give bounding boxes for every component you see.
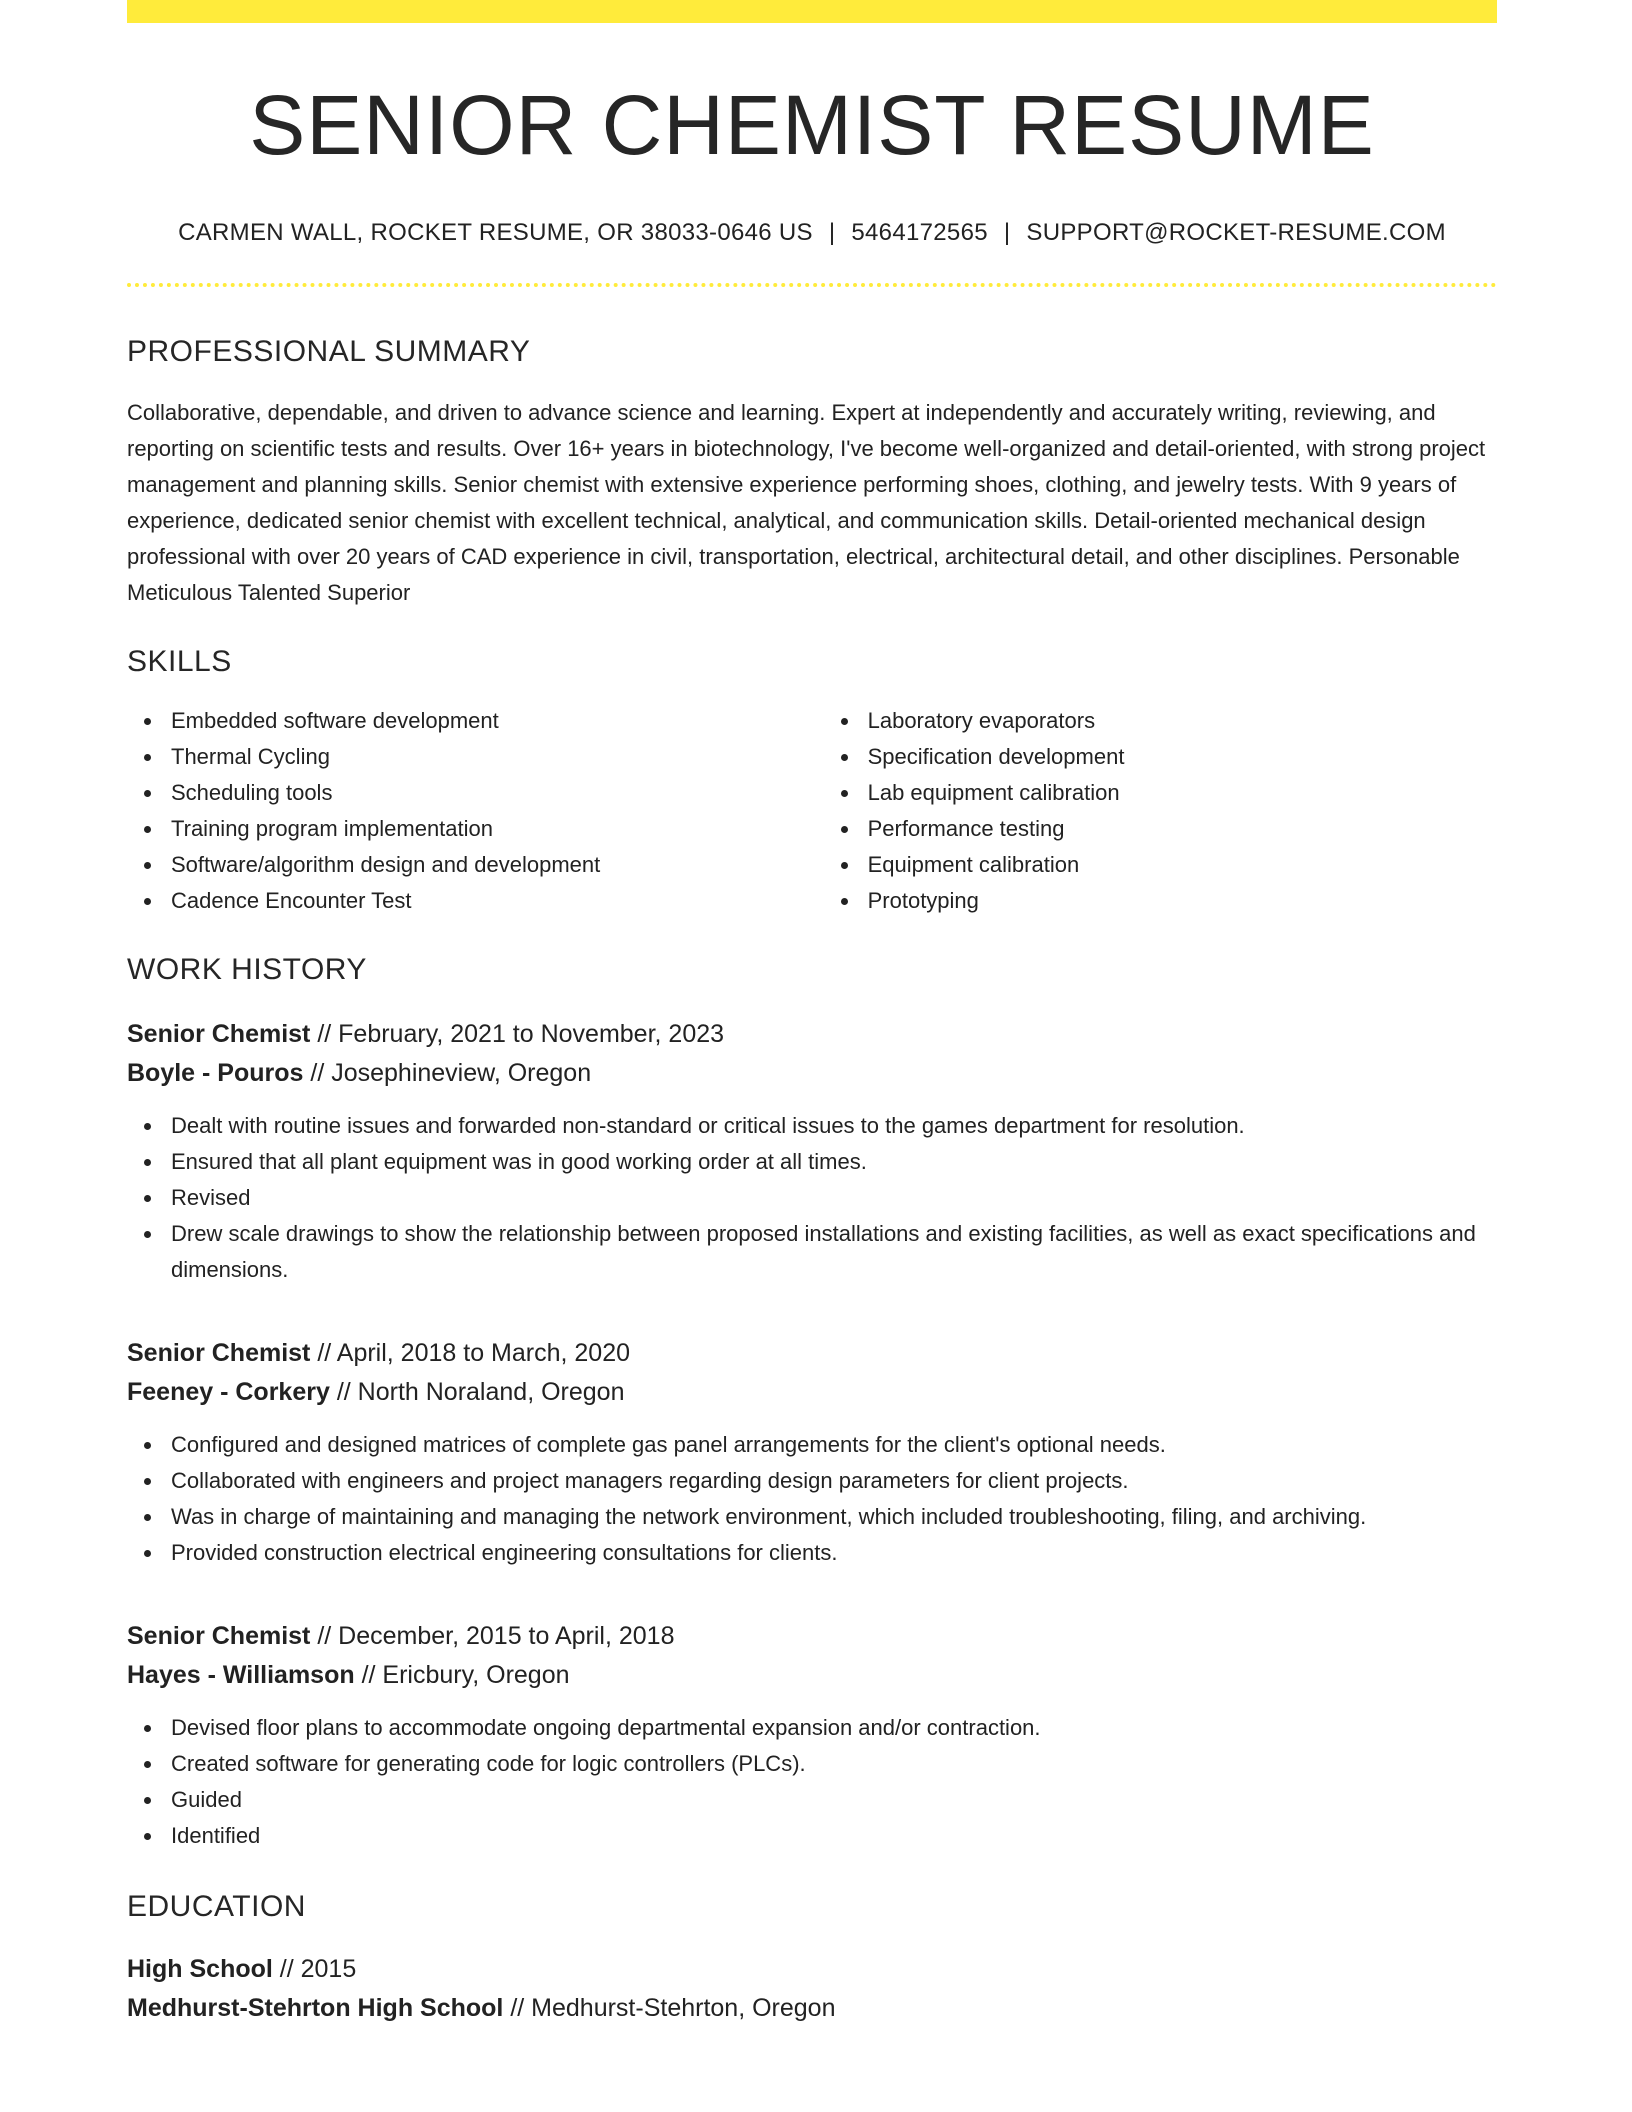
job-bullet: Provided construction electrical engineering consultations for clients. [171, 1535, 1497, 1571]
contact-phone: 5464172565 [851, 219, 988, 246]
job-company-line [127, 1656, 1497, 1695]
work-history-heading: WORK HISTORY [127, 953, 367, 986]
education-entry [127, 1950, 1497, 2028]
job-bullet: Collaborated with engineers and project managers regarding design parameters for client projects. [171, 1463, 1497, 1499]
skill-item: Specification development [868, 739, 1497, 775]
job-entry [127, 1617, 1497, 1854]
job-company: Feeney - Corkery [127, 1378, 330, 1406]
job-bullet: Drew scale drawings to show the relationship between proposed installations and existing facilities, as well as exact specifications and dimensions. [171, 1216, 1497, 1288]
resume-page [127, 0, 1497, 2028]
job-bullet: Revised [171, 1180, 1497, 1216]
skill-item: Cadence Encounter Test [171, 883, 824, 919]
job-bullets [127, 1427, 1497, 1571]
job-title: Senior Chemist [127, 1339, 311, 1367]
education-year: // 2015 [272, 1955, 357, 1983]
job-title-line [127, 1617, 1497, 1656]
job-bullet: Ensured that all plant equipment was in good working order at all times. [171, 1144, 1497, 1180]
job-bullets [127, 1108, 1497, 1288]
skills-column-left [127, 703, 824, 919]
resume-title: SENIOR CHEMIST RESUME [249, 78, 1375, 172]
skill-item: Embedded software development [171, 703, 824, 739]
skill-item: Training program implementation [171, 811, 824, 847]
job-bullet: Devised floor plans to accommodate ongoing departmental expansion and/or contraction. [171, 1710, 1497, 1746]
contact-line [127, 221, 1497, 245]
job-bullets [127, 1710, 1497, 1854]
education-school: Medhurst-Stehrton High School [127, 1994, 504, 2022]
job-dates: // April, 2018 to March, 2020 [310, 1339, 631, 1367]
job-entry [127, 1334, 1497, 1571]
job-title: Senior Chemist [127, 1020, 311, 1048]
job-entry [127, 1015, 1497, 1288]
job-location: // North Noraland, Oregon [329, 1378, 625, 1406]
skill-item: Equipment calibration [868, 847, 1497, 883]
job-title-line [127, 1334, 1497, 1373]
job-dates: // February, 2021 to November, 2023 [310, 1020, 725, 1048]
job-company-line [127, 1054, 1497, 1093]
contact-separator: | [1003, 219, 1011, 246]
job-bullet: Configured and designed matrices of complete gas panel arrangements for the client's optional needs. [171, 1427, 1497, 1463]
skills-grid [127, 703, 1497, 919]
summary-text: Collaborative, dependable, and driven to advance science and learning. Expert at independently and accurately writing, reviewing, and reporting on scientific tests and results. Over 16+ years in biotechnology, I've become well-organized and detail-oriented, with strong project management and planning skills. Senior chemist with extensive experience performing shoes, clothing, and jewelry tests. With 9 years of experience, dedicated senior chemist with excellent technical, analytical, and communication skills. Detail-oriented mechanical design professional with over 20 years of CAD experience in civil, transportation, electrical, architectural detail, and other disciplines. Personable Meticulous Talented Superior [127, 400, 1486, 605]
skill-item: Performance testing [868, 811, 1497, 847]
job-dates: // December, 2015 to April, 2018 [310, 1622, 675, 1650]
skill-item: Software/algorithm design and development [171, 847, 824, 883]
skill-item: Laboratory evaporators [868, 703, 1497, 739]
job-title: Senior Chemist [127, 1622, 311, 1650]
contact-separator: | [828, 219, 836, 246]
education-degree: High School [127, 1955, 273, 1983]
education-location: // Medhurst-Stehrton, Oregon [503, 1994, 836, 2022]
skills-column-right [824, 703, 1497, 919]
top-accent-bar [127, 0, 1497, 23]
job-company-line [127, 1373, 1497, 1412]
contact-address: CARMEN WALL, ROCKET RESUME, OR 38033-0646 US [178, 219, 813, 246]
job-company: Hayes - Williamson [127, 1661, 355, 1689]
contact-email: SUPPORT@ROCKET-RESUME.COM [1026, 219, 1446, 246]
job-company: Boyle - Pouros [127, 1059, 304, 1087]
skill-item: Thermal Cycling [171, 739, 824, 775]
skill-item: Prototyping [868, 883, 1497, 919]
job-location: // Ericbury, Oregon [354, 1661, 570, 1689]
education-school-line [127, 1989, 1497, 2028]
skill-item: Scheduling tools [171, 775, 824, 811]
job-title-line [127, 1015, 1497, 1054]
job-bullet: Was in charge of maintaining and managing the network environment, which included troubleshooting, filing, and archiving. [171, 1499, 1497, 1535]
skills-heading: SKILLS [127, 645, 232, 678]
education-heading: EDUCATION [127, 1890, 306, 1923]
job-location: // Josephineview, Oregon [303, 1059, 592, 1087]
job-bullet: Created software for generating code for logic controllers (PLCs). [171, 1746, 1497, 1782]
job-bullet: Dealt with routine issues and forwarded non-standard or critical issues to the games department for resolution. [171, 1108, 1497, 1144]
job-bullet: Identified [171, 1818, 1497, 1854]
education-degree-line [127, 1950, 1497, 1989]
header-divider [127, 283, 1497, 287]
job-bullet: Guided [171, 1782, 1497, 1818]
skill-item: Lab equipment calibration [868, 775, 1497, 811]
summary-heading: PROFESSIONAL SUMMARY [127, 335, 531, 368]
